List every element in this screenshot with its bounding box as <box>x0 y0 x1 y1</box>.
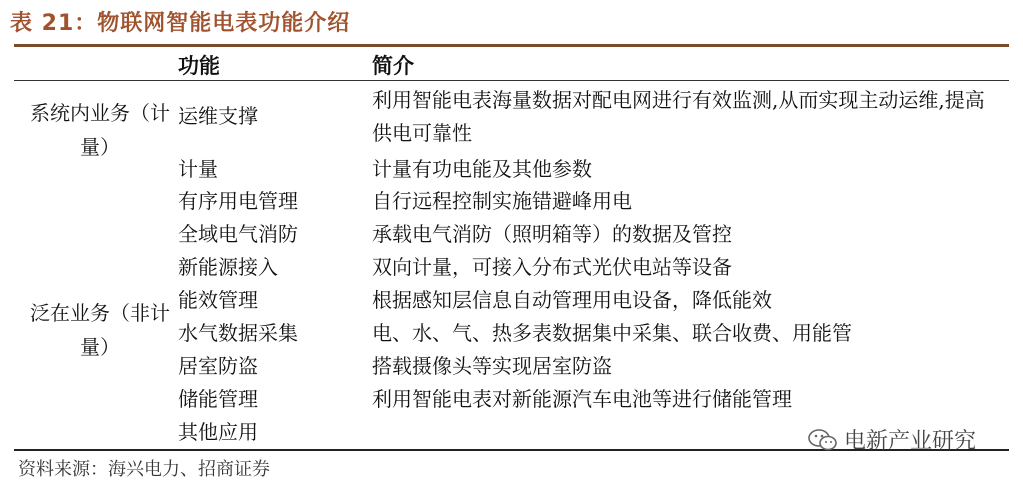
category-internal: 系统内业务（计量） <box>30 101 170 159</box>
row-func: 水气数据采集 <box>178 321 298 345</box>
category-general: 泛在业务（非计量） <box>30 301 170 359</box>
top-rule <box>14 44 1009 47</box>
row-func: 运维支撑 <box>178 104 258 128</box>
row-func: 能效管理 <box>178 288 258 312</box>
row-func: 居室防盗 <box>178 354 258 378</box>
table-row <box>0 153 1023 186</box>
table-row <box>0 84 1023 150</box>
watermark <box>808 424 976 455</box>
row-desc: 电、水、气、热多表数据集中采集、联合收费、用能管 <box>372 321 852 345</box>
row-func: 全域电气消防 <box>178 222 298 246</box>
watermark-text: 电新产业研究 <box>844 429 977 454</box>
table-row <box>0 350 1023 383</box>
row-desc: 利用智能电表对新能源汽车电池等进行储能管理 <box>372 387 792 411</box>
row-func: 储能管理 <box>178 387 258 411</box>
header-desc: 简介 <box>372 54 414 78</box>
row-func: 新能源接入 <box>178 255 278 279</box>
table-row <box>0 383 1023 416</box>
wechat-icon <box>808 427 838 453</box>
table-row <box>0 284 1023 317</box>
table-row <box>0 317 1023 350</box>
table-row <box>0 251 1023 284</box>
row-desc: 计量有功电能及其他参数 <box>372 157 592 181</box>
header-rule <box>14 80 1009 81</box>
row-desc: 利用智能电表海量数据对配电网进行有效监测,从而实现主动运维,提高供电可靠性 <box>372 88 985 145</box>
row-desc: 承载电气消防（照明箱等）的数据及管控 <box>372 222 732 246</box>
row-desc: 双向计量，可接入分布式光伏电站等设备 <box>372 255 732 279</box>
row-desc: 根据感知层信息自动管理用电设备，降低能效 <box>372 288 772 312</box>
source-note: 资料来源：海兴电力、招商证券 <box>18 459 270 480</box>
header-func: 功能 <box>178 54 220 78</box>
table-row <box>0 218 1023 251</box>
table-row <box>0 185 1023 218</box>
row-func: 计量 <box>178 157 218 181</box>
row-desc: 搭载摄像头等实现居室防盗 <box>372 354 612 378</box>
table-title: 表 21：物联网智能电表功能介绍 <box>10 11 351 36</box>
row-func: 其他应用 <box>178 420 258 444</box>
row-func: 有序用电管理 <box>178 189 298 213</box>
row-desc: 自行远程控制实施错避峰用电 <box>372 189 632 213</box>
